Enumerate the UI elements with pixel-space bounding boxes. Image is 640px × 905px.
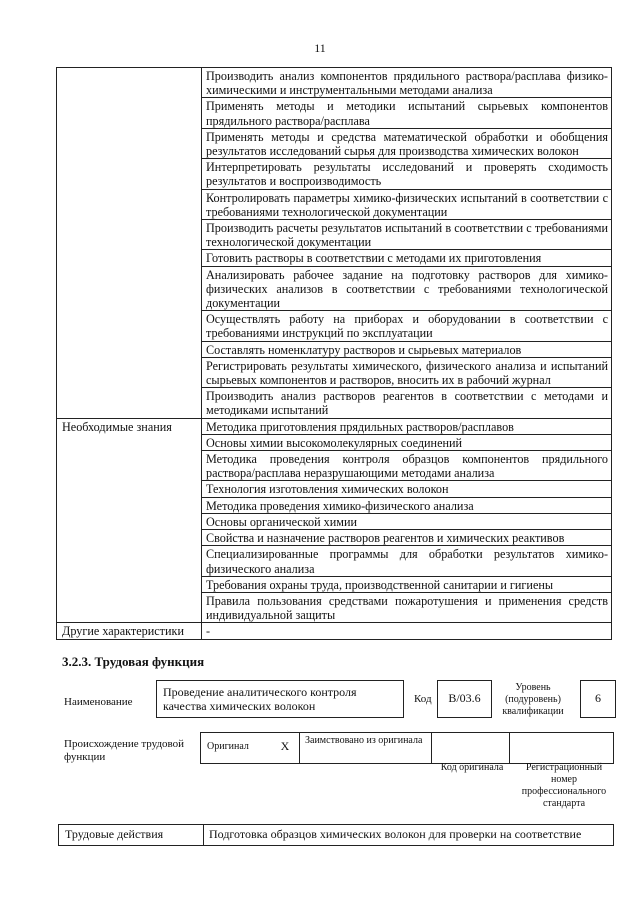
row-label	[57, 497, 202, 513]
row-value: Методика проведения контроля образцов компонентов прядильного раствора/расплава неразрушающими методами анализа	[202, 451, 612, 481]
actions-label: Трудовые действия	[65, 827, 164, 841]
table-row	[57, 341, 612, 357]
table-row	[57, 418, 612, 434]
row-label	[57, 546, 202, 576]
table-row	[57, 546, 612, 576]
original-mark: X	[280, 739, 290, 753]
table-row	[57, 388, 612, 418]
row-label	[57, 220, 202, 250]
row-value: Основы органической химии	[202, 513, 612, 529]
borrowed-label: Заимствовано из оригинала	[305, 735, 423, 746]
row-label	[57, 357, 202, 387]
origin-divider-1	[299, 733, 300, 763]
row-label	[57, 530, 202, 546]
table-row	[57, 576, 612, 592]
row-label	[57, 266, 202, 311]
row-label	[57, 68, 202, 98]
origin-divider-3	[509, 733, 510, 763]
row-value: Методика приготовления прядильных растворов/расплавов	[202, 418, 612, 434]
row-label	[57, 341, 202, 357]
origin-label: Происхождение трудовой функции	[64, 738, 185, 763]
row-label	[57, 159, 202, 189]
row-value: Основы химии высокомолекулярных соединений	[202, 434, 612, 450]
row-label	[57, 388, 202, 418]
table-row	[57, 220, 612, 250]
table-row	[57, 530, 612, 546]
row-label: Необходимые знания	[57, 418, 202, 434]
row-value: Производить расчеты результатов испытаний в соответствии с требованиями технологической документации	[202, 220, 612, 250]
function-name: Проведение аналитического контроля качества химических волокон	[163, 685, 357, 713]
row-value: Технология изготовления химических волокон	[202, 481, 612, 497]
row-label	[57, 576, 202, 592]
actions-divider	[203, 825, 204, 845]
row-value: Контролировать параметры химико-физических испытаний в соответствии с требованиями технологической документации	[202, 189, 612, 219]
row-label	[57, 451, 202, 481]
table-row	[57, 159, 612, 189]
table-row	[57, 189, 612, 219]
row-label	[57, 311, 202, 341]
level-value: 6	[595, 691, 601, 705]
original-label: Оригинал	[207, 741, 249, 752]
table-row	[57, 311, 612, 341]
page-number: 11	[314, 41, 326, 55]
row-label	[57, 128, 202, 158]
row-value: Производить анализ компонентов прядильного раствора/расплава физико-химическими и инструментальными методами анализа	[202, 68, 612, 98]
row-value: Применять методы и средства математической обработки и обобщения результатов исследований сырья для производства химических волокон	[202, 128, 612, 158]
table-row	[57, 513, 612, 529]
row-value: Готовить растворы в соответствии с методами их приготовления	[202, 250, 612, 266]
row-value: Регистрировать результаты химического, физического анализа и испытаний сырьевых компонентов и растворов, вносить их в рабочий журнал	[202, 357, 612, 387]
row-value: Правила пользования средствами пожаротушения и применения средств индивидуальной защиты	[202, 592, 612, 622]
row-value: Интерпретировать результаты исследований и проверять сходимость результатов и воспроизводимость	[202, 159, 612, 189]
table-row	[57, 357, 612, 387]
row-value: Анализировать рабочее задание на подготовку растворов для химико-физических анализов в соответствии с требованиями технологической документации	[202, 266, 612, 311]
code-box	[437, 680, 492, 718]
row-label	[57, 434, 202, 450]
table-row	[57, 68, 612, 98]
row-label	[57, 592, 202, 622]
row-label	[57, 513, 202, 529]
requirements-table	[56, 67, 612, 640]
row-value: Производить анализ растворов реагентов в соответствии с методами и методиками испытаний	[202, 388, 612, 418]
code-label: Код	[414, 693, 432, 705]
name-box	[156, 680, 404, 718]
row-value: Применять методы и методики испытаний сырьевых компонентов прядильного раствора/расплава	[202, 98, 612, 128]
table-row	[57, 250, 612, 266]
name-label: Наименование	[64, 696, 133, 708]
row-label	[57, 98, 202, 128]
actions-first-item: Подготовка образцов химических волокон для проверки на соответствие	[209, 828, 582, 841]
origin-divider-2	[431, 733, 432, 763]
table-row	[57, 623, 612, 639]
table-row	[57, 592, 612, 622]
row-value: -	[202, 623, 612, 639]
table-row	[57, 481, 612, 497]
row-value: Специализированные программы для обработки результатов химико-физического анализа	[202, 546, 612, 576]
level-label: Уровень (подуровень) квалификации	[502, 682, 564, 717]
row-label	[57, 250, 202, 266]
row-value: Требования охраны труда, производственной санитарии и гигиены	[202, 576, 612, 592]
table-row	[57, 98, 612, 128]
row-value: Свойства и назначение растворов реагентов и химических реактивов	[202, 530, 612, 546]
level-box	[580, 680, 616, 718]
table-row	[57, 434, 612, 450]
code-value: B/03.6	[448, 691, 481, 705]
table-row	[57, 497, 612, 513]
table-row	[57, 266, 612, 311]
row-label	[57, 189, 202, 219]
row-value: Осуществлять работу на приборах и оборудовании в соответствии с требованиями инструкций по эксплуатации	[202, 311, 612, 341]
origin-box	[200, 732, 614, 764]
code-original-label: Код оригинала	[440, 762, 504, 773]
row-value: Составлять номенклатуру растворов и сырьевых материалов	[202, 341, 612, 357]
table-row	[57, 128, 612, 158]
row-value: Методика проведения химико-физического анализа	[202, 497, 612, 513]
row-label	[57, 481, 202, 497]
actions-row	[58, 824, 614, 846]
section-title: 3.2.3. Трудовая функция	[62, 654, 205, 669]
reg-number-label: Регистрационный номер профессионального стандарта	[521, 762, 607, 809]
row-label: Другие характеристики	[57, 623, 202, 639]
table-row	[57, 451, 612, 481]
